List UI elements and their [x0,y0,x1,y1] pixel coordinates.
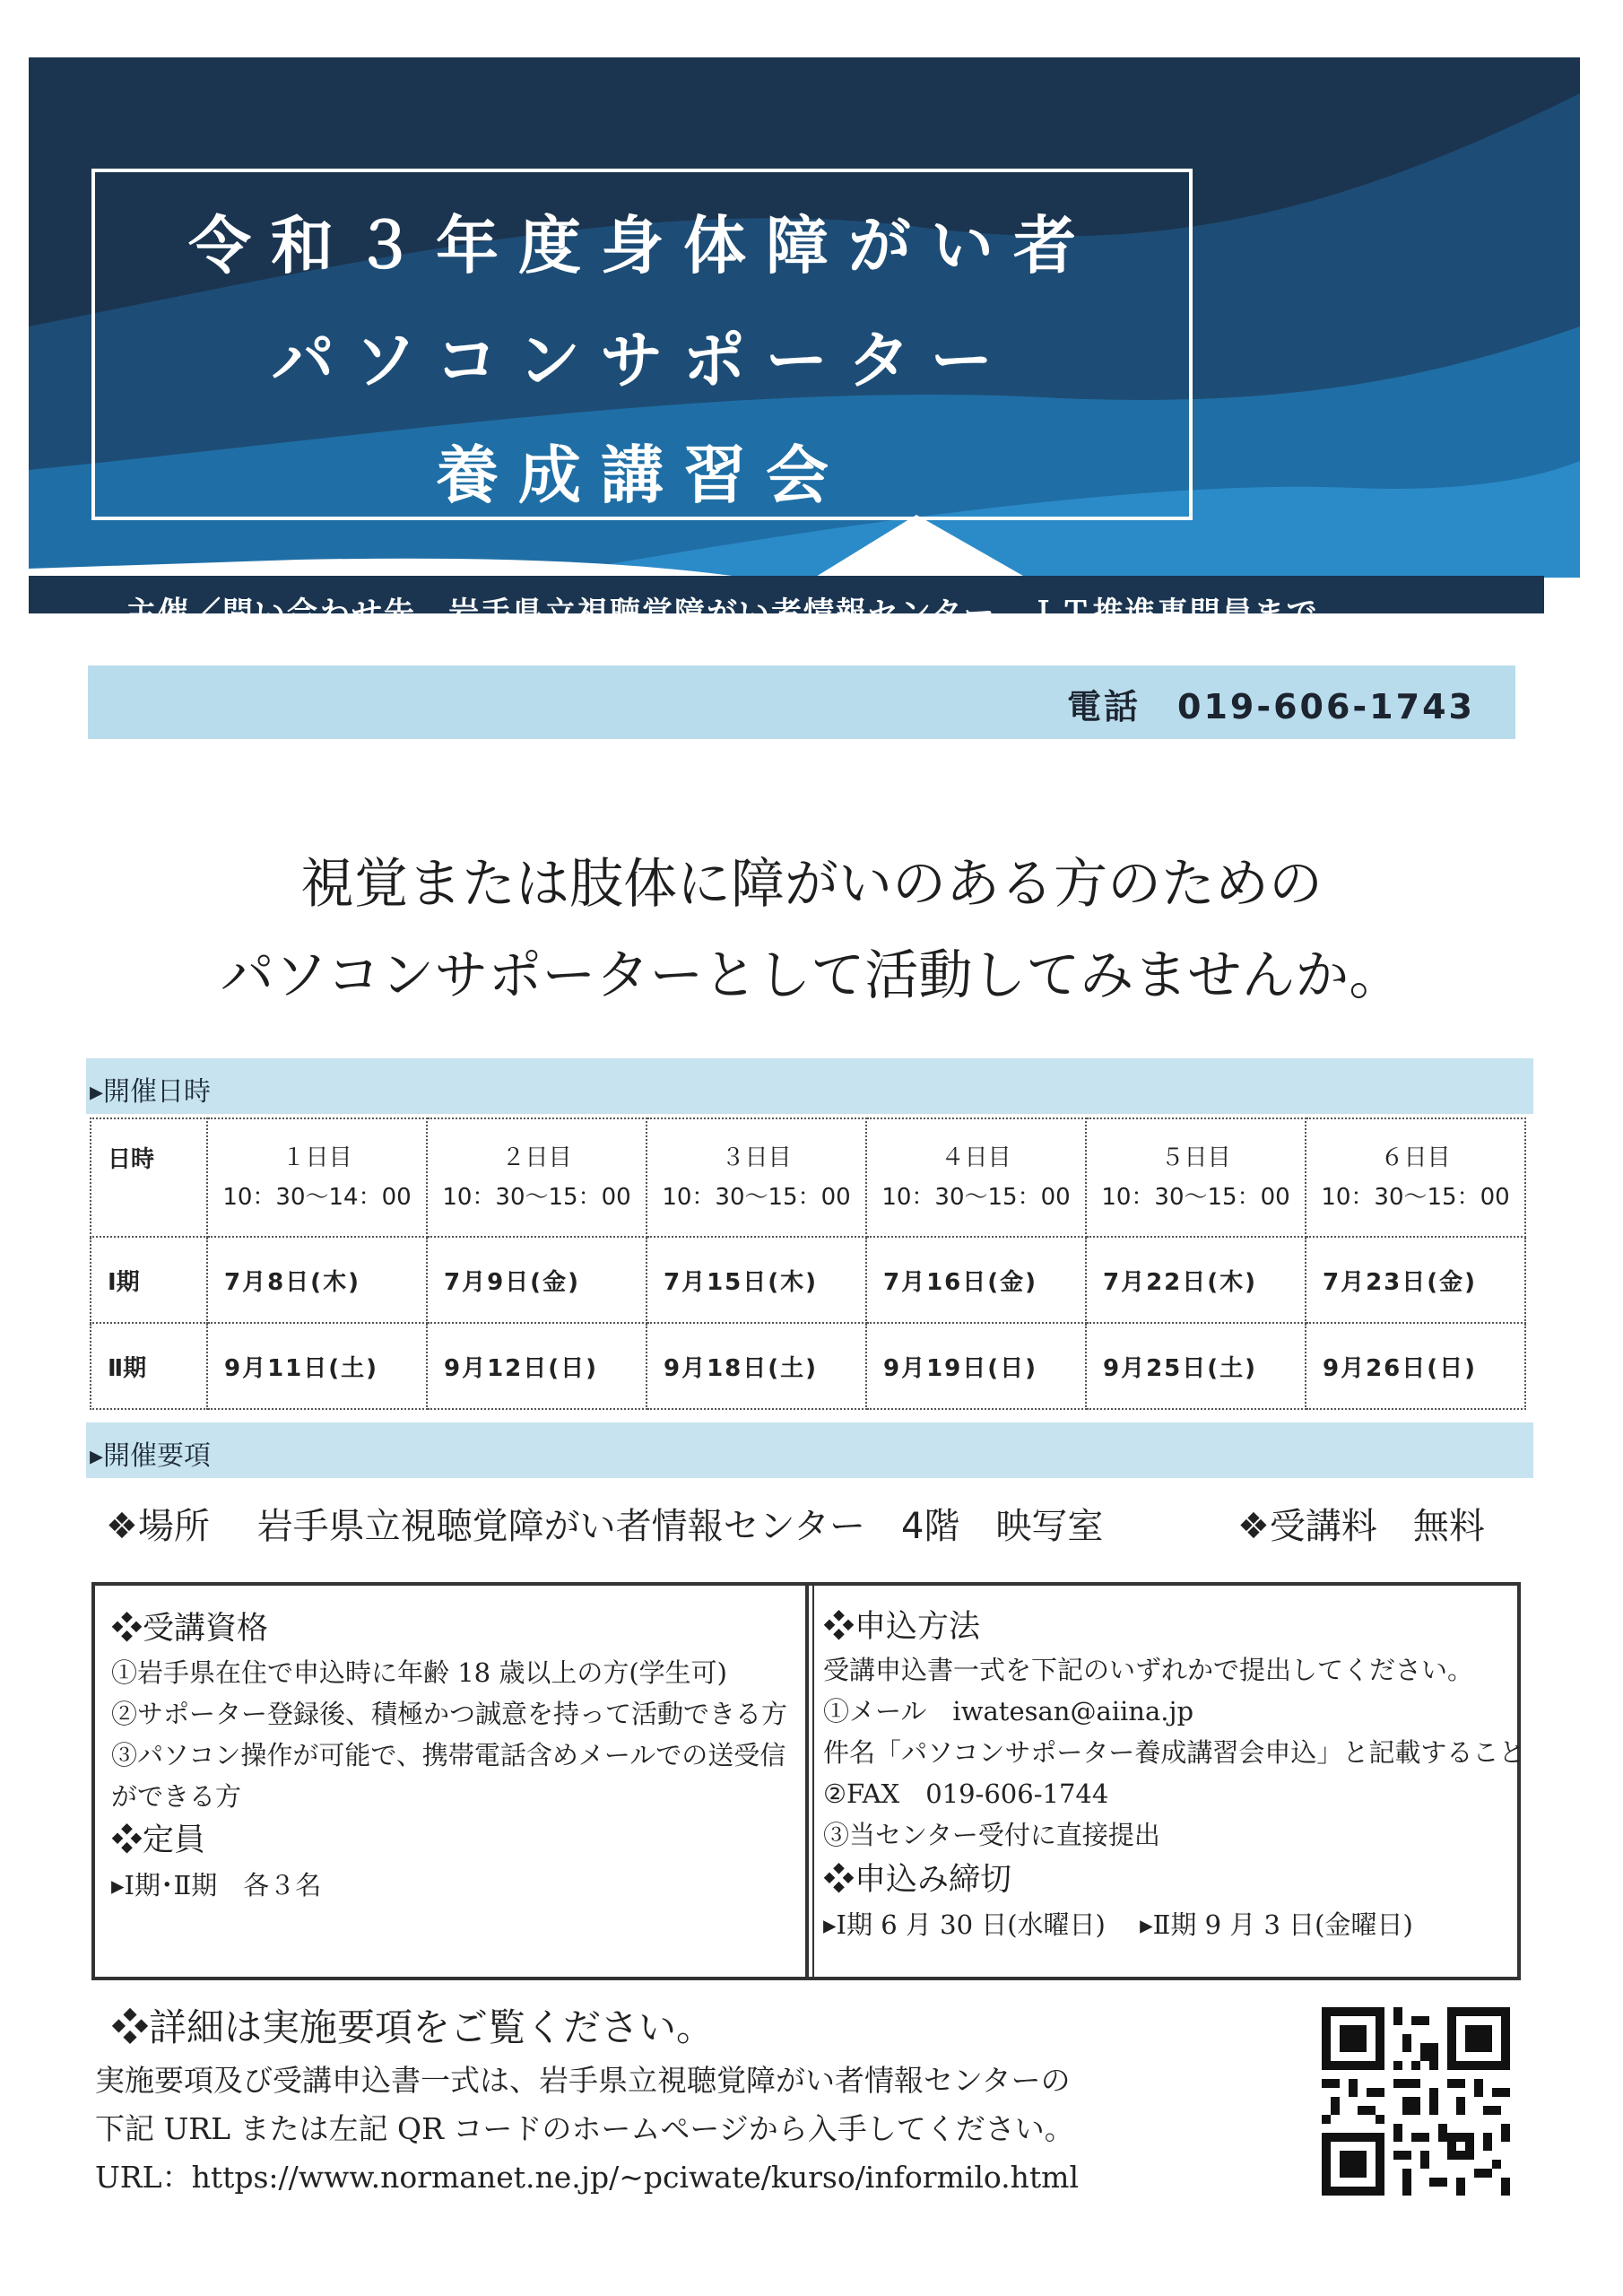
schedule-date-cell: 9月18日(土) [647,1323,866,1409]
title-line-2: パソコンサポーター [271,324,1013,397]
schedule-date-cell: 7月8日(木) [207,1237,427,1323]
schedule-date-cell: 9月19日(日) [866,1323,1086,1409]
details-heading: ❖詳細は実施要項をご覧ください。 [111,2005,715,2049]
fee-text: ❖受講料 無料 [1237,1506,1485,1547]
schedule-section-title: ▸開催日時 [90,1076,212,1108]
schedule-day-header: ６日目 10：30〜15：00 [1306,1118,1525,1237]
eligibility-line: ができる方 [111,1781,242,1812]
schedule-date-cell: 7月15日(木) [647,1237,866,1323]
details-line: 実施要項及び受講申込書一式は、岩手県立視聴覚障がい者情報センターの [95,2063,1071,2098]
catch-line-2: パソコンサポーターとして活動してみませんか。 [220,944,1403,1007]
schedule-header-row [91,1118,1525,1237]
deadline-text: ▸Ⅰ期 6 月 30 日(水曜日) ▸Ⅱ期 9 月 3 日(金曜日) [823,1909,1413,1940]
deadline-heading: ❖申込み締切 [823,1862,1012,1898]
outline-section-bar [86,1422,1533,1478]
application-fax: ②FAX 019-606-1744 [823,1779,1109,1809]
application-line: 件名「パソコンサポーター養成講習会申込」と記載すること [823,1737,1525,1768]
details-line: 下記 URL または左記 QR コードのホームページから入手してください。 [95,2111,1074,2146]
catch-line-1: 視覚または肢体に障がいのある方のための [300,853,1323,916]
schedule-day-header: ５日目 10：30〜15：00 [1086,1118,1306,1237]
outline-section-title: ▸開催要項 [90,1440,212,1472]
schedule-date-cell: 9月11日(土) [207,1323,427,1409]
schedule-date-cell: 9月12日(日) [427,1323,647,1409]
term-label: Ⅰ期 [91,1237,207,1323]
info-divider [812,1582,814,1980]
schedule-day-header: ３日目 10：30〜15：00 [647,1118,866,1237]
schedule-section-bar [86,1058,1533,1114]
schedule-date-cell: 7月9日(金) [427,1237,647,1323]
schedule-row-term2 [91,1323,1525,1409]
schedule-row-term1 [91,1237,1525,1323]
info-divider [805,1582,809,1980]
term-label: Ⅱ期 [91,1323,207,1409]
qr-code-icon [1322,2007,1510,2196]
schedule-day-header: ４日目 10：30〜15：00 [866,1118,1086,1237]
eligibility-line: ①岩手県在住で申込時に年齢 18 歳以上の方(学生可) [111,1657,727,1688]
application-email: ①メール iwatesan@aiina.jp [823,1696,1194,1726]
schedule-day-header: ２日目 10：30〜15：00 [427,1118,647,1237]
eligibility-line: ②サポーター登録後、積極かつ誠意を持って活動できる方 [111,1699,788,1729]
schedule-date-cell: 7月23日(金) [1306,1237,1525,1323]
title-line-1: 令和３年度身体障がい者 [188,209,1096,283]
schedule-date-cell: 9月26日(日) [1306,1323,1525,1409]
title-line-3: 養成講習会 [436,439,848,512]
phone-number: 電話 019-606-1743 [1067,687,1475,726]
schedule-day-header: １日目 10：30〜14：00 [207,1118,427,1237]
venue-text: ❖場所 岩手県立視聴覚障がい者情報センター 4階 映写室 [106,1506,1104,1547]
eligibility-heading: ❖受講資格 [111,1611,269,1647]
details-url: URL：https://www.normanet.ne.jp/~pciwate/kurso/informilo.html [95,2160,1080,2195]
eligibility-line: ③パソコン操作が可能で、携帯電話含めメールでの送受信 [111,1740,786,1770]
title-frame [91,169,1193,520]
schedule-date-cell: 9月25日(土) [1086,1323,1306,1409]
schedule-date-cell: 7月22日(木) [1086,1237,1306,1323]
capacity-heading: ❖定員 [111,1822,206,1858]
application-line: ③当センター受付に直接提出 [823,1820,1160,1850]
capacity-text: ▸Ⅰ期･Ⅱ期 各３名 [111,1870,322,1900]
application-line: 受講申込書一式を下記のいずれかで提出してください。 [823,1655,1474,1685]
schedule-label-cell: 日時 [91,1118,207,1237]
organizer-contact: 主催／問い合わせ先 岩手県立視聴覚障がい者情報センター ＩＴ推進専門員まで [126,596,1319,631]
schedule-table [90,1118,1526,1410]
schedule-date-cell: 7月16日(金) [866,1237,1086,1323]
application-heading: ❖申込方法 [823,1609,981,1645]
